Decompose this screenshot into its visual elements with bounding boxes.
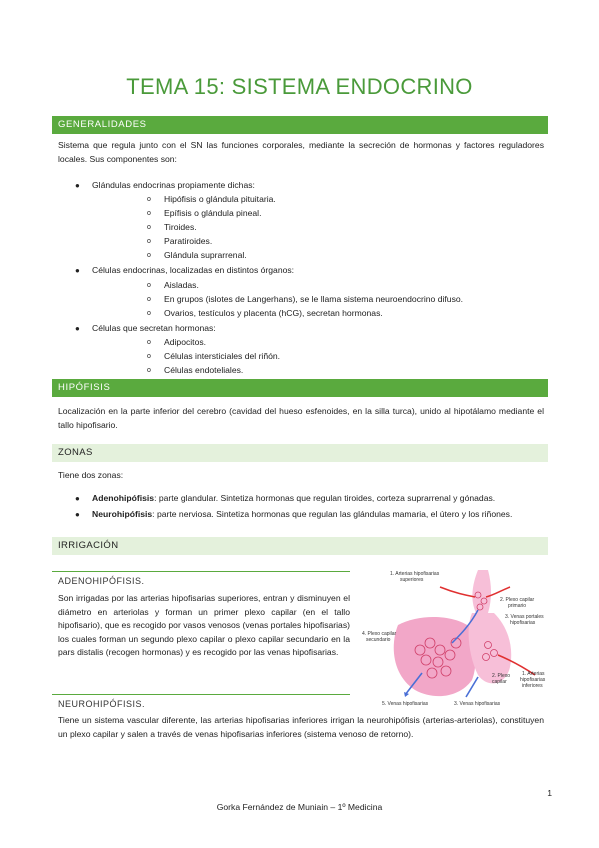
- bullet-icon: ●: [75, 266, 80, 275]
- diagram-label: primario: [508, 603, 527, 609]
- document-page: TEMA 15: SISTEMA ENDOCRINO GENERALIDADES Sistema que regula junto con el SN las funciones corporales, mediante la secreción de hormonas y factores reguladores locales. Sus componentes son: ● Glándulas endocrinas propiamente dichas: o Hipófisis o glándula pituitaria. o Epífisis o glándula pineal. o Tiroides. o Paratiroides. o Glándula suprarrenal. ● Células endocrinas, localizadas en distintos órganos: o Aisladas. o En grupos (islotes de Langerhans), se le llama sistema neuroendocrino difuso. o Ovarios, testículos y placenta (hCG), secretan hormonas. ● Células que secretan hormonas: o Adipocitos. o Células intersticiales del riñón. o Células endoteliales. HIPÓFISIS Localización en la parte inferior del cerebro (cavidad del hueso esfenoides, en la silla turca), unido al hipotálamo mediante el tallo hipofisario. ZONAS Tiene dos zonas: ● Adenohipófisis: parte glandular. Sintetiza hormonas que regulan tiroides, corteza suprarrenal y gónadas. ● Neurohipófisis: parte nerviosa. Sintetiza hormonas que regulan las glándulas mamaria, el útero y los riñones. IRRIGACIÓN ADENOHIPÓFISIS. Son irrigadas por las arterias hipofisarias superiores, entran y disminuyen el diámetro en arteriolas y forman un primer plexo capilar (en el tallo hipofisario), que es recogido por vasos venosos (venas portales hipofisarias) los cuales forman un segundo plexo capilar o plexo capilar secundario en la pars distalis (recogen hormonas) y es recogido por las venas hipofisarias. NEUROHIPÓFISIS. Tiene un sistema vascular diferente, las arterias hipofisarias inferiores irrigan la neurohipófisis (arterias-arteriolas), constituyen un plexo capilar y salen a través de venas hipofisarias inferiores (sistema venoso de retorno). 1. Arterias hipofisarias superiores 2. Plexo capilar primario 3. Venas portales hipofisarias 4. Plexo capilar secundario 5. Venas hipofisarias 3. Venas hipofisarias 2. Plexo capilar 1. Arterias hipofisarias inferiores 1 Gorka Fernández de Muniain – 1º Medicina: [0, 0, 599, 848]
- diagram-label: 4. Plexo capilar: [362, 631, 397, 637]
- generalidades-intro: Sistema que regula junto con el SN las funciones corporales, mediante la secreción de hormonas y factores reguladores locales. Sus componentes son:: [58, 140, 544, 164]
- bullet-icon: ●: [75, 494, 80, 503]
- section-header-irrigacion: IRRIGACIÓN: [52, 537, 548, 555]
- circle-bullet-icon: o: [147, 252, 151, 259]
- section-header-hipofisis: HIPÓFISIS: [52, 379, 548, 397]
- adenohipofisis-text: Son irrigadas por las arterias hipofisarias superiores, entran y disminuyen el diámetro en arteriolas y forman un primer plexo capilar (en el tallo hipofisario), que es recogido por vasos venosos (venas portales hipofisarias) los cuales forman un segundo plexo capilar o plexo capilar secundario en la pars distalis (recogen hormonas) y es recogido por las venas hipofisarias.: [58, 593, 350, 657]
- divider: [52, 571, 350, 572]
- circle-bullet-icon: o: [147, 224, 151, 231]
- bullet-icon: ●: [75, 181, 80, 190]
- page-number: 1: [547, 788, 552, 798]
- pituitary-gland-illustration: [394, 570, 535, 697]
- circle-bullet-icon: o: [147, 353, 151, 360]
- section-header-generalidades: GENERALIDADES: [52, 116, 548, 134]
- page-title: TEMA 15: SISTEMA ENDOCRINO: [126, 74, 473, 99]
- diagram-label: 2. Plexo capilar: [500, 597, 535, 603]
- diagram-label: 2. Plexo: [492, 673, 511, 679]
- bullet-icon: ●: [75, 324, 80, 333]
- circle-bullet-icon: o: [147, 238, 151, 245]
- hipofisis-text: Localización en la parte inferior del cerebro (cavidad del hueso esfenoides, en la silla turca), unido al hipotálamo mediante el tallo hipofisario.: [58, 406, 544, 430]
- diagram-label: hipofisarias: [510, 620, 536, 626]
- diagram-label: 1. Arterias: [522, 671, 545, 677]
- circle-bullet-icon: o: [147, 282, 151, 289]
- footer-author: Gorka Fernández de Muniain – 1º Medicina: [216, 802, 383, 812]
- circle-bullet-icon: o: [147, 210, 151, 217]
- subheading-neurohipofisis: NEUROHIPÓFISIS.: [58, 699, 146, 709]
- diagram-label: capilar: [492, 679, 507, 685]
- diagram-label: 5. Venas hipofisarias: [382, 701, 429, 707]
- zonas-intro: Tiene dos zonas:: [58, 470, 124, 480]
- diagram-label: inferiores: [522, 683, 543, 689]
- circle-bullet-icon: o: [147, 310, 151, 317]
- divider: [52, 694, 350, 695]
- neurohipofisis-text: Tiene un sistema vascular diferente, las arterias hipofisarias inferiores irrigan la neurohipófisis (arterias-arteriolas), constituyen un plexo capilar y salen a través de venas hipofisarias inferiores (sistema venoso de retorno).: [58, 715, 544, 739]
- diagram-label: secundario: [366, 637, 391, 643]
- bullet-icon: ●: [75, 510, 80, 519]
- hypophysis-irrigation-diagram: [360, 565, 550, 710]
- section-header-zonas: ZONAS: [52, 444, 548, 462]
- circle-bullet-icon: o: [147, 196, 151, 203]
- diagram-label: 3. Venas hipofisarias: [454, 701, 501, 707]
- subheading-adenohipofisis: ADENOHIPÓFISIS.: [58, 576, 145, 586]
- diagram-label: superiores: [400, 577, 424, 583]
- diagram-label: 3. Venas portales: [505, 614, 544, 620]
- circle-bullet-icon: o: [147, 296, 151, 303]
- diagram-label: hipofisarias: [520, 677, 546, 683]
- circle-bullet-icon: o: [147, 367, 151, 374]
- circle-bullet-icon: o: [147, 339, 151, 346]
- diagram-label: 1. Arterias hipofisarias: [390, 571, 440, 577]
